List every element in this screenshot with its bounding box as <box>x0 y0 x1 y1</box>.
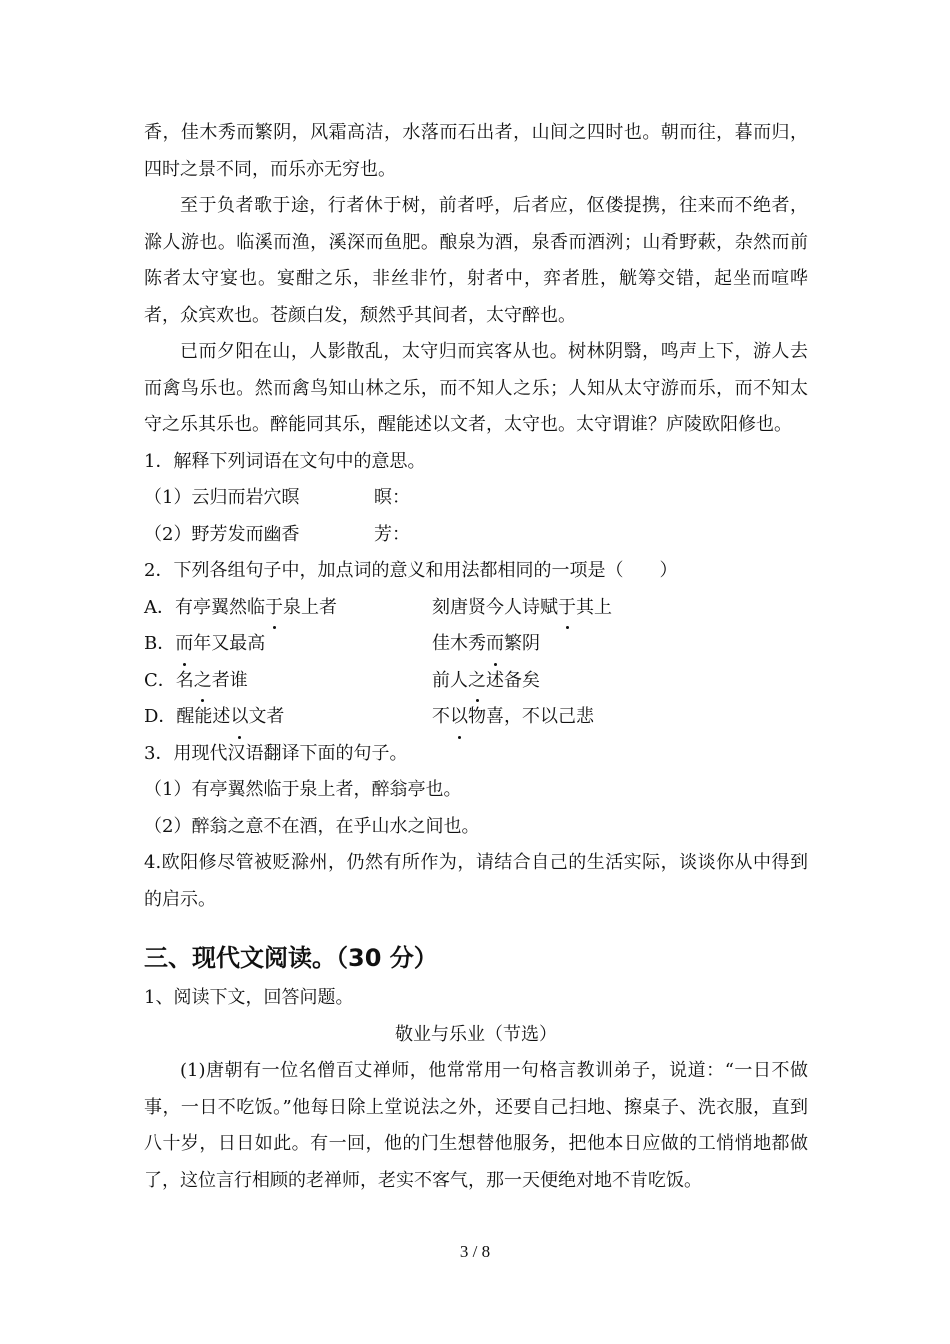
question-1-item <box>144 480 808 517</box>
option-right-sentence <box>432 663 540 700</box>
option-text: 其上 <box>576 596 612 618</box>
option-left-sentence <box>144 663 432 700</box>
question-2-option-d <box>144 699 808 736</box>
passage-paragraph-3: 已而夕阳在山，人影散乱，太守归而宾客从也。树林阴翳，鸣声上下，游人去而禽鸟乐也。然而禽鸟知山林之乐，而不知人之乐；人知从太守游而乐，而不知太守之乐其乐也。醉能同其乐，醒能述以文者，太守也。太守谓谁？庐陵欧阳修也。 <box>144 341 808 435</box>
option-text: C．名 <box>144 669 194 691</box>
option-text: 繁阴 <box>504 633 540 654</box>
reading-instruction: 1、阅读下文，回答问题。 <box>144 987 354 1008</box>
option-text: D．醒能述 <box>144 706 231 727</box>
question-3-title: 3．用现代汉语翻译下面的句子。 <box>144 742 408 764</box>
dotted-word: 于 <box>558 590 576 627</box>
question-1-item <box>144 517 808 554</box>
option-left-sentence <box>144 699 432 736</box>
question-2-option-b <box>144 626 808 663</box>
question-2-option-a <box>144 590 808 627</box>
question-1-title: 1．解释下列词语在文句中的意思。 <box>144 450 426 472</box>
question-1-phrase: （2）野芳发而幽香 <box>144 523 300 545</box>
article-title: 敬业与乐业（节选） <box>395 1023 557 1045</box>
question-2-option-c <box>144 663 808 700</box>
dotted-word: 以 <box>450 699 468 736</box>
question-3-item: （2）醉翁之意不在酒，在乎山水之间也。 <box>144 815 480 837</box>
passage-paragraph-2: 至于负者歌于途，行者休于树，前者呼，后者应，伛偻提携，往来而不绝者，滁人游也。临溪而渔，溪深而鱼肥。酿泉为酒，泉香而酒洌；山肴野蔌，杂然而前陈者太守宴也。宴酣之乐，非丝非竹，射者中，弈者胜，觥筹交错，起坐而喧哗者，众宾欢也。苍颜白发，颓然乎其间者，太守醉也。 <box>144 195 808 326</box>
option-left-sentence <box>144 626 432 663</box>
option-text: B． <box>144 633 176 654</box>
option-text: 前人 <box>432 669 468 691</box>
article-paragraph-1: (1)唐朝有一位名僧百丈禅师，他常常用一句格言教训弟子，说道：“一日不做事，一日不吃饭。”他每日除上堂说法之外，还要自己扫地、擦桌子、洗衣服，直到八十岁，日日如此。有一回，他的门生想替他服务，把他本日应做的工悄悄地都做了，这位言行相顾的老禅师，老实不客气，那一天便绝对地不肯吃饭。 <box>144 1060 808 1191</box>
dotted-word: 之 <box>194 663 212 700</box>
option-text: 不 <box>432 706 450 727</box>
dotted-word: 以 <box>230 699 248 736</box>
dotted-word: 而 <box>486 626 504 663</box>
option-text: 物喜，不以己悲 <box>468 706 594 727</box>
question-4: 4.欧阳修尽管被贬滁州，仍然有所作为，请结合自己的生活实际，谈谈你从中得到的启示。 <box>144 852 808 910</box>
option-right-sentence <box>432 590 612 627</box>
option-text: A．有亭翼然临 <box>144 596 265 618</box>
option-text: 述备矣 <box>486 669 540 691</box>
option-text: 文者 <box>248 706 285 727</box>
option-text: 泉上者 <box>283 596 337 618</box>
question-3-item: （1）有亭翼然临于泉上者，醉翁亭也。 <box>144 779 462 800</box>
dotted-word: 而 <box>175 626 193 663</box>
page-number: 3 / 8 <box>459 1242 491 1261</box>
option-right-sentence <box>432 699 594 736</box>
question-1-blank: 芳： <box>374 523 410 545</box>
question-1-phrase: （1）云归而岩穴暝 <box>144 487 300 508</box>
passage-paragraph-1: 香，佳木秀而繁阴，风霜高洁，水落而石出者，山间之四时也。朝而往，暮而归，四时之景不同，而乐亦无穷也。 <box>144 122 808 180</box>
option-text: 年又最高 <box>193 633 266 654</box>
dotted-word: 于 <box>265 590 283 627</box>
option-text: 刻唐贤今人诗赋 <box>432 596 558 618</box>
question-2-title: 2．下列各组句子中，加点词的意义和用法都相同的一项是（ ） <box>144 560 678 581</box>
dotted-word: 之 <box>468 663 486 700</box>
option-right-sentence <box>432 626 540 663</box>
option-left-sentence <box>144 590 432 627</box>
section-heading: 三、现代文阅读。（30 分） <box>144 944 438 972</box>
question-1-blank: 暝： <box>374 487 410 508</box>
classical-passage <box>144 115 808 918</box>
option-text: 佳木秀 <box>432 633 486 654</box>
option-text: 者谁 <box>211 669 248 691</box>
modern-reading-section <box>144 980 808 1199</box>
